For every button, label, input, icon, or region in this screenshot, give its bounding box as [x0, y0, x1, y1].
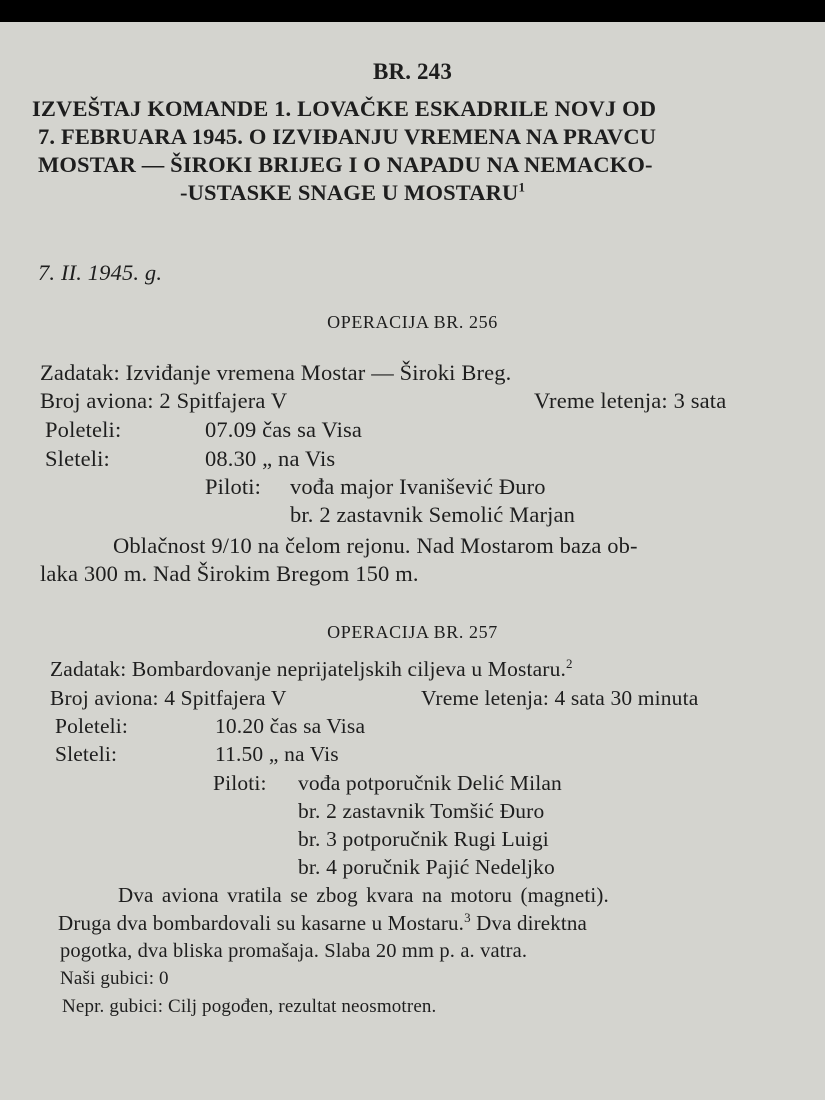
op257-takeoff-value: 10.20 čas sa Visa — [215, 714, 366, 738]
op257-task-footnote-marker: 2 — [566, 655, 573, 671]
op256-takeoff-label: Poleteli: — [45, 417, 122, 442]
op257-flight-time: Vreme letenja: 4 sata 30 minuta — [421, 686, 699, 710]
operation-257-heading: OPERACIJA BR. 257 — [327, 622, 498, 642]
document-number: BR. 243 — [372, 59, 452, 84]
op257-landing-label: Sleteli: — [55, 742, 118, 766]
op256-aircraft: Broj aviona: 2 Spitfajera V — [40, 388, 288, 413]
op257-report-line-2-tail: Dva direktna — [476, 911, 587, 935]
op256-task: Zadatak: Izviđanje vremena Mostar — Široki Breg. — [40, 360, 512, 385]
op256-pilot-1: vođa major Ivanišević Đuro — [290, 474, 546, 499]
op257-pilot-4: br. 4 poručnik Pajić Nedeljko — [298, 855, 555, 879]
op257-report-line-1: Dva aviona vratila se zbog kvara na motoru (magneti). — [118, 883, 609, 907]
op257-own-losses: Naši gubici: 0 — [60, 968, 169, 989]
op257-aircraft: Broj aviona: 4 Spitfajera V — [50, 686, 287, 710]
op257-report-footnote-marker: 3 — [464, 910, 471, 925]
op257-pilot-3: br. 3 potporučnik Rugi Luigi — [298, 827, 549, 851]
op256-landing-value: 08.30 „ na Vis — [205, 446, 336, 471]
title-line-1: IZVEŠTAJ KOMANDE 1. LOVAČKE ESKADRILE NOVJ OD — [32, 96, 657, 121]
op256-flight-time: Vreme letenja: 3 sata — [534, 388, 727, 413]
op256-report-line-1: Oblačnost 9/10 na čelom rejonu. Nad Mostarom baza ob- — [113, 533, 638, 558]
title-line-2: 7. FEBRUARA 1945. O IZVIĐANJU VREMENA NA PRAVCU — [38, 124, 657, 149]
op257-pilot-2: br. 2 zastavnik Tomšić Đuro — [298, 799, 545, 823]
operation-256-heading: OPERACIJA BR. 256 — [327, 312, 498, 332]
op257-task — [50, 655, 573, 681]
title-line-4-text: -USTASKE SNAGE U MOSTARU — [180, 180, 519, 205]
op257-takeoff-label: Poleteli: — [55, 714, 129, 738]
op257-report-line-3: pogotka, dva bliska promašaja. Slaba 20 mm p. a. vatra. — [60, 940, 528, 962]
op257-landing-value: 11.50 „ na Vis — [215, 742, 339, 766]
op256-pilot-2: br. 2 zastavnik Semolić Marjan — [290, 502, 576, 527]
title-footnote-marker: 1 — [518, 179, 526, 195]
document-date: 7. II. 1945. g. — [38, 260, 163, 285]
title-line-4 — [180, 179, 526, 205]
op257-enemy-losses: Nepr. gubici: Cilj pogođen, rezultat neosmotren. — [62, 996, 437, 1017]
title-line-3: MOSTAR — ŠIROKI BRIJEG I O NAPADU NA NEMACKO- — [38, 152, 653, 177]
op257-pilot-1: vođa potporučnik Delić Milan — [298, 771, 562, 795]
op257-report-line-2-text: Druga dva bombardovali su kasarne u Mostaru. — [58, 911, 465, 935]
op257-pilots-label: Piloti: — [213, 771, 267, 795]
op257-task-text: Zadatak: Bombardovanje neprijateljskih ciljeva u Mostaru. — [50, 657, 567, 681]
op257-report-line-2 — [58, 910, 587, 935]
op256-pilots-label: Piloti: — [205, 474, 262, 499]
document-page — [0, 22, 825, 1100]
op256-report-line-2: laka 300 m. Nad Širokim Bregom 150 m. — [40, 561, 419, 586]
op256-landing-label: Sleteli: — [45, 446, 110, 471]
op256-takeoff-value: 07.09 čas sa Visa — [205, 417, 363, 442]
